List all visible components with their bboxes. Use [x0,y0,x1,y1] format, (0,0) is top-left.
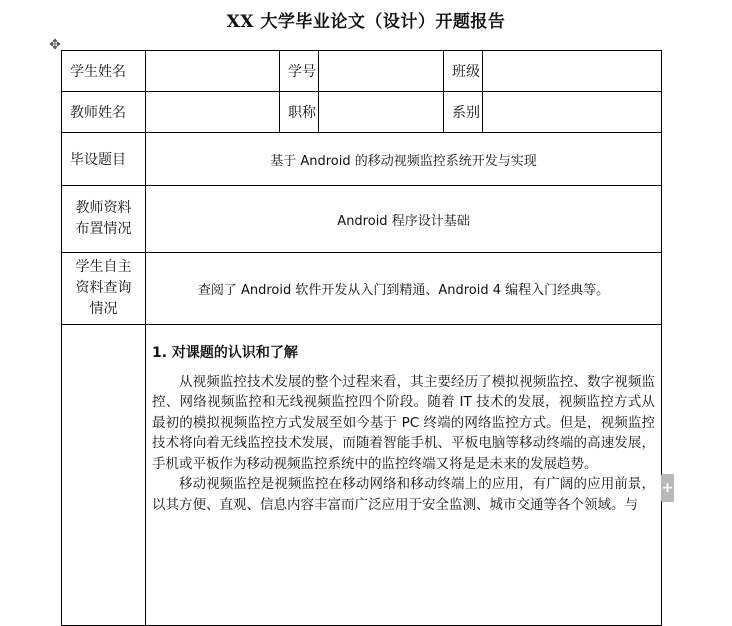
student-id-field[interactable] [319,51,444,92]
student-research-label-line2: 资料查询 [75,280,132,296]
teacher-materials-label [62,186,146,253]
student-id-label: 学号 [280,51,319,92]
teacher-materials-label-line2: 布置情况 [75,221,132,237]
paragraph-2: 移动视频监控是视频监控在移动网络和移动终端上的应用，有广阔的应用前景，以其方便、直观、信息内容丰富而广泛应用于安全监测、城市交通等各个领域。与 [152,476,655,513]
table-row [62,51,662,92]
content-label-cell [62,325,146,626]
teacher-title-field[interactable] [319,92,444,133]
paragraph-1: 从视频监控技术发展的整个过程来看，其主要经历了模拟视频监控、数字视频监控、网络视频监控和无线视频监控四个阶段。随着 IT 技术的发展，视频监控方式从最初的模拟视频监控方式发展至如今基于 PC 终端的网络监控方式。但是，视频监控技术将向着无线监控技术发展，而随着智能手机、平板电脑等移动终端的高速发展，手机或平板作为移动视频监控系统中的监控终端又将是是未来的发展趋势。 [152,373,655,472]
content-cell[interactable] [146,325,662,626]
table-row [62,186,662,253]
section-heading: 1. 对课题的认识和了解 [152,345,298,361]
student-name-field[interactable] [146,51,280,92]
table-row [62,133,662,186]
student-research-label-line1: 学生自主 [75,259,132,275]
plus-icon[interactable]: + [661,474,674,502]
student-research-value[interactable]: 查阅了 Android 软件开发从入门到精通、Android 4 编程入门经典等。 [146,253,662,325]
table-row [62,325,662,626]
document-title: XX 大学毕业论文（设计）开题报告 [226,12,506,32]
proposal-table [61,50,662,626]
table-row [62,92,662,133]
student-research-label-line3: 情况 [89,301,118,317]
teacher-name-field[interactable] [146,92,280,133]
student-name-label: 学生姓名 [62,51,146,92]
table-row [62,253,662,325]
teacher-name-label: 教师姓名 [62,92,146,133]
class-field[interactable] [483,51,662,92]
move-cross-icon[interactable]: ✥ [49,37,61,53]
teacher-materials-label-line1: 教师资料 [75,200,132,216]
department-label: 系别 [444,92,483,133]
topic-label: 毕设题目 [62,133,146,186]
student-research-label [62,253,146,325]
teacher-title-label: 职称 [280,92,319,133]
department-field[interactable] [483,92,662,133]
teacher-materials-value[interactable]: Android 程序设计基础 [146,186,662,253]
class-label: 班级 [444,51,483,92]
topic-value[interactable]: 基于 Android 的移动视频监控系统开发与实现 [146,133,662,186]
